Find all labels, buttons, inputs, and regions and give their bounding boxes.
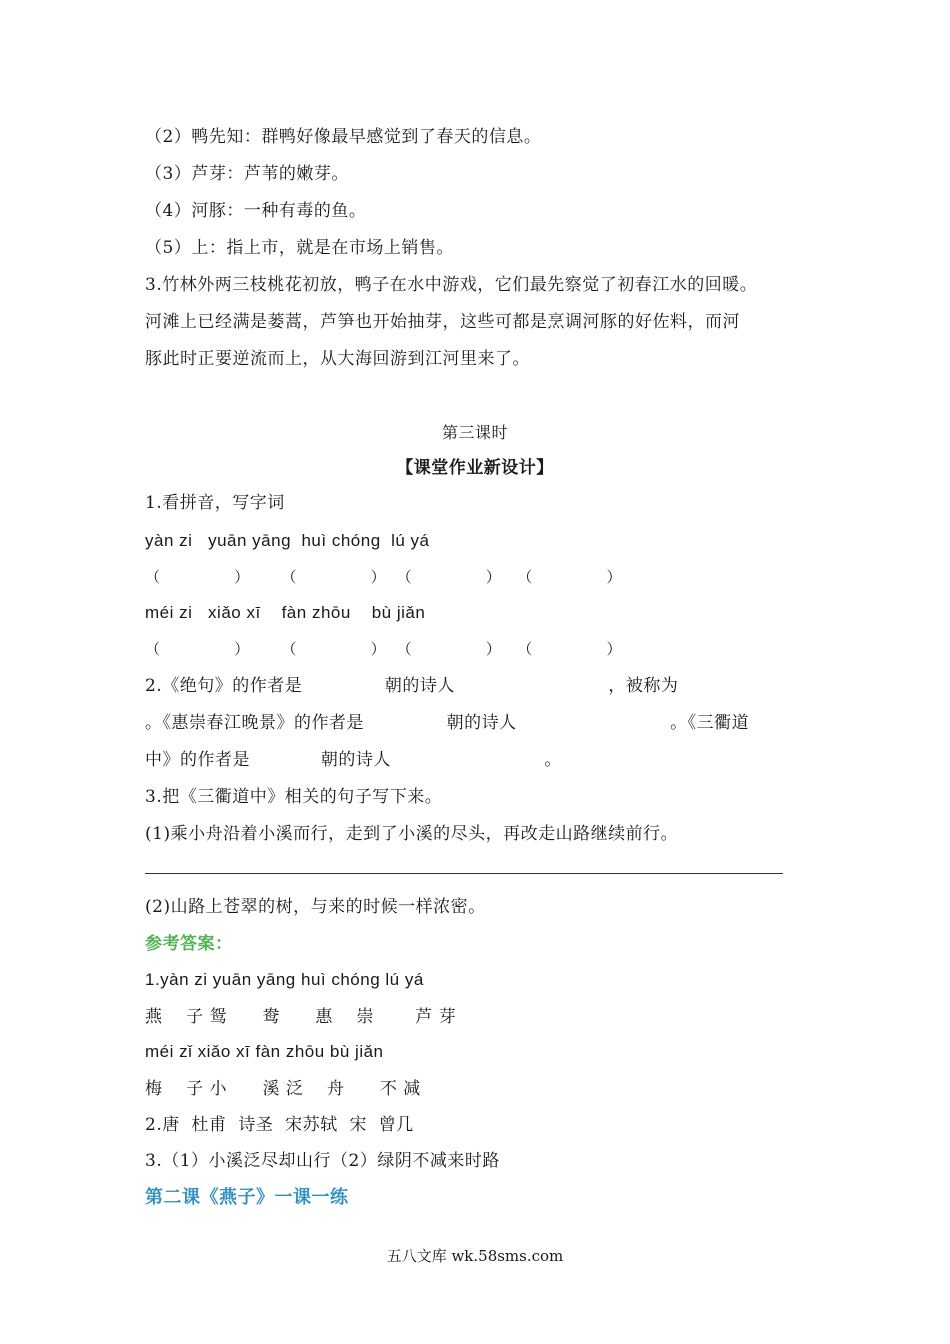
q1-pinyin-row-1: yàn zi yuān yāng huì chóng lú yá [145, 531, 430, 550]
q1-blanks-row-2: （ ） （ ） （ ） （ ） [145, 640, 622, 658]
homework-title: 【课堂作业新设计】 [396, 458, 554, 478]
q3-item-2: (2)山路上苍翠的树，与来的时候一样浓密。 [145, 897, 486, 917]
translation-line-2: 河滩上已经满是蒌蒿，芦笋也开始抽芽，这些可都是烹调河豚的好佐料，而河 [145, 312, 740, 332]
definition-5: （5）上：指上市，就是在市场上销售。 [145, 238, 454, 258]
q3-item-1: (1)乘小舟沿着小溪而行，走到了小溪的尽头，再改走山路继续前行。 [145, 824, 679, 844]
translation-line-1: 3.竹林外两三枝桃花初放，鸭子在水中游戏，它们最先察觉了初春江水的回暖。 [145, 275, 758, 295]
answer-2: 2.唐 杜甫 诗圣 宋苏轼 宋 曾几 [145, 1115, 414, 1135]
q2-line-1: 2.《绝句》的作者是 朝的诗人 ，被称为 [145, 676, 679, 696]
q1-blanks-row-1: （ ） （ ） （ ） （ ） [145, 568, 622, 586]
answer-1-pinyin-1: 1.yàn zi yuān yāng huì chóng lú yá [145, 970, 424, 989]
answer-1-chars-1: 燕 子 鸳 鸯 惠 崇 芦 芽 [145, 1007, 457, 1027]
next-lesson-heading: 第二课《燕子》一课一练 [145, 1187, 349, 1208]
definition-2: （2）鸭先知：群鸭好像最早感觉到了春天的信息。 [145, 127, 542, 147]
q2-line-2: 。《惠崇春江晚景》的作者是 朝的诗人 。《三衢道 [145, 713, 750, 733]
q1-pinyin-row-2: méi zi xiǎo xī fàn zhōu bù jiǎn [145, 603, 426, 622]
footer-watermark: 五八文库 wk.58sms.com [386, 1247, 564, 1265]
answer-line [145, 873, 783, 874]
translation-line-3: 豚此时正要逆流而上，从大海回游到江河里来了。 [145, 349, 530, 369]
definition-3: （3）芦芽：芦苇的嫩芽。 [145, 164, 349, 184]
answer-1-pinyin-2: méi zǐ xiǎo xī fàn zhōu bù jiǎn [145, 1042, 384, 1061]
definition-4: （4）河豚：一种有毒的鱼。 [145, 201, 367, 221]
lesson-title: 第三课时 [441, 423, 508, 442]
answers-title: 参考答案： [145, 934, 233, 954]
q2-line-3: 中》的作者是 朝的诗人 。 [145, 750, 562, 770]
q1-prompt: 1.看拼音，写字词 [145, 493, 285, 513]
q3-prompt: 3.把《三衢道中》相关的句子写下来。 [145, 787, 443, 807]
answer-3: 3.（1）小溪泛尽却山行（2）绿阴不减来时路 [145, 1151, 500, 1171]
answer-1-chars-2: 梅 子 小 溪 泛 舟 不 减 [145, 1079, 421, 1099]
